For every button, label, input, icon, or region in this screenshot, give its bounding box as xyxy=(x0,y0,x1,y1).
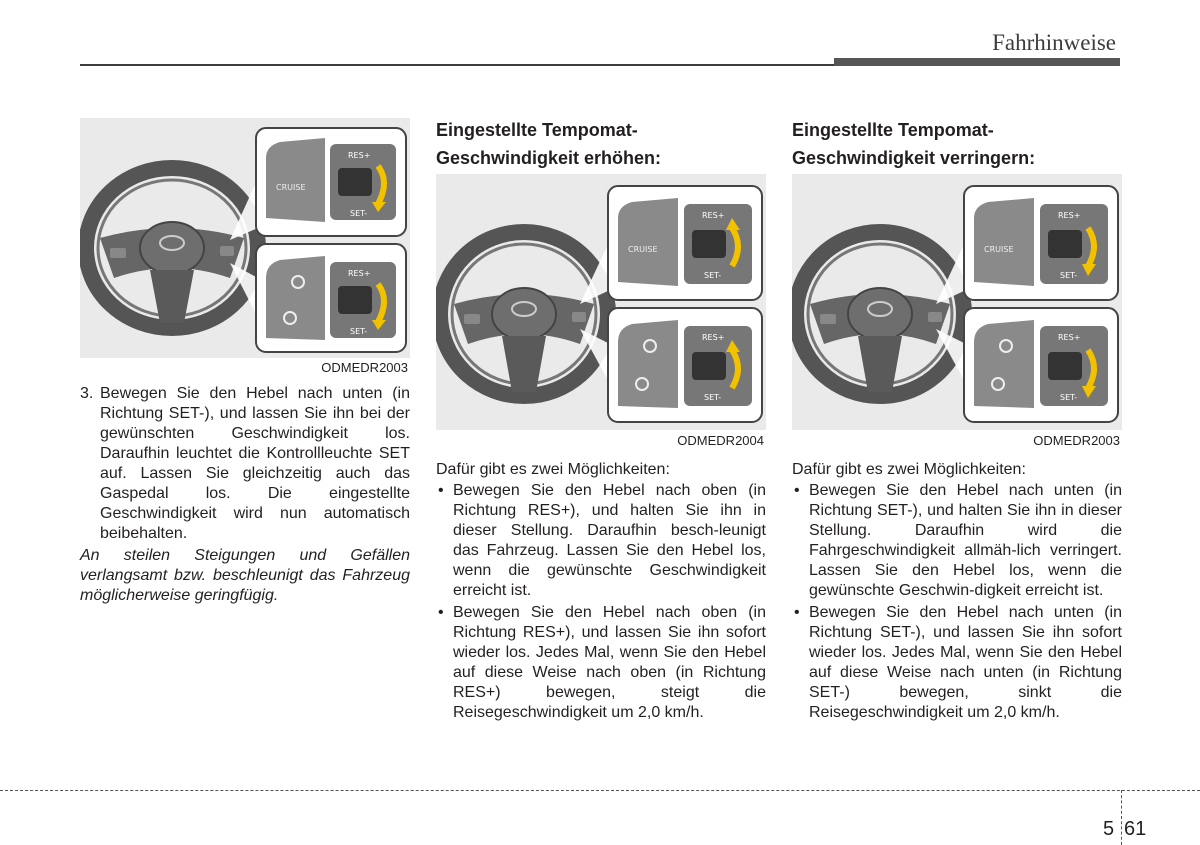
figure-code: ODMEDR2003 xyxy=(1033,433,1120,448)
heading-line-1: Eingestellte Tempomat- xyxy=(792,120,994,140)
page-number: 61 xyxy=(1124,818,1147,840)
figure-code: ODMEDR2004 xyxy=(677,433,764,448)
bullet-list xyxy=(792,481,1122,723)
cruise-switch-inset-bottom xyxy=(964,308,1118,422)
bullet-list xyxy=(436,481,766,723)
svg-text:CRUISE: CRUISE xyxy=(628,245,658,254)
list-item xyxy=(436,603,766,723)
column-3 xyxy=(792,116,1122,725)
instruction-steps xyxy=(80,384,410,606)
step-number: 3. xyxy=(80,385,94,402)
bullet-text: Bewegen Sie den Hebel nach unten (in Richtung SET-), und halten Sie ihn in dieser Stellung. Daraufhin wird die Fahrgeschwindigkeit allmäh-lich verringert. Lassen Sie den Hebel los, wenn die gewünschte Geschwin-digkeit erreicht ist. xyxy=(809,482,1122,599)
intro-text: Dafür gibt es zwei Möglichkeiten: xyxy=(792,461,1026,478)
svg-text:RES+: RES+ xyxy=(702,333,725,342)
bullet-text: Bewegen Sie den Hebel nach oben (in Richtung RES+), und halten Sie ihn in dieser Stellung. Daraufhin besch-leunigt das Fahrzeug. Lassen Sie den Hebel los, wenn die gewünschte Geschwindigkeit erreicht ist. xyxy=(453,482,766,599)
bullet-dot: • xyxy=(438,482,444,499)
cruise-switch-inset-top xyxy=(608,186,762,300)
svg-text:SET-: SET- xyxy=(350,327,368,336)
svg-text:RES+: RES+ xyxy=(1058,333,1081,342)
svg-text:SET-: SET- xyxy=(350,209,368,218)
list-item xyxy=(436,481,766,601)
cruise-switch-inset-bottom xyxy=(608,308,762,422)
bullet-dot: • xyxy=(794,482,800,499)
svg-text:SET-: SET- xyxy=(1060,271,1078,280)
chapter-number: 5 xyxy=(1103,818,1115,840)
steering-wheel-figure-set xyxy=(792,174,1122,448)
svg-text:RES+: RES+ xyxy=(348,151,371,160)
svg-text:SET-: SET- xyxy=(704,271,722,280)
figure-code: ODMEDR2003 xyxy=(321,360,408,375)
intro-text: Dafür gibt es zwei Möglichkeiten: xyxy=(436,461,670,478)
header-bar xyxy=(834,58,1120,66)
steering-wheel-illustration xyxy=(436,174,766,430)
column-1 xyxy=(80,118,410,606)
step-text: Bewegen Sie den Hebel nach unten (in Richtung SET-), und lassen Sie ihn bei der gewünschten Geschwindigkeit los. Daraufhin leuchtet die Kontrollleuchte SET auf. Lassen Sie gleichzeitig auch das Gaspedal los. Die eingestellte Geschwindigkeit wird nun automatisch beibehalten. xyxy=(100,385,410,542)
instruction-step xyxy=(80,384,410,544)
cruise-switch-inset-top xyxy=(964,186,1118,300)
footer-rule xyxy=(0,790,1200,791)
heading-line-1: Eingestellte Tempomat- xyxy=(436,120,638,140)
cruise-switch-inset-bottom xyxy=(256,244,406,352)
page-header-title: Fahrhinweise xyxy=(992,30,1116,55)
list-item xyxy=(792,603,1122,723)
bullet-dot: • xyxy=(794,604,800,621)
svg-text:RES+: RES+ xyxy=(348,269,371,278)
footer-divider xyxy=(1121,790,1122,845)
svg-text:SET-: SET- xyxy=(704,393,722,402)
svg-text:CRUISE: CRUISE xyxy=(984,245,1014,254)
steering-wheel-illustration xyxy=(792,174,1122,430)
italic-note: An steilen Steigungen und Gefällen verlangsamt bzw. beschleunigt das Fahrzeug möglicherweise geringfügig. xyxy=(80,547,410,604)
steering-wheel-illustration xyxy=(80,118,410,358)
svg-text:CRUISE: CRUISE xyxy=(276,183,306,192)
svg-text:SET-: SET- xyxy=(1060,393,1078,402)
column-2 xyxy=(436,116,766,725)
bullet-text: Bewegen Sie den Hebel nach oben (in Richtung RES+), und lassen Sie ihn sofort wieder los. Jedes Mal, wenn Sie den Hebel auf diese Weise nach oben (in Richtung RES+) bewegen, steigt die Reisegeschwindigkeit um 2,0 km/h. xyxy=(453,604,766,721)
heading-line-2: Geschwindigkeit verringern: xyxy=(792,148,1036,168)
svg-text:RES+: RES+ xyxy=(1058,211,1081,220)
steering-wheel-figure-set xyxy=(80,118,410,375)
header-rule xyxy=(80,64,834,66)
section-heading-increase xyxy=(436,116,766,172)
list-item xyxy=(792,481,1122,601)
section-heading-decrease xyxy=(792,116,1122,172)
svg-text:RES+: RES+ xyxy=(702,211,725,220)
steering-wheel-figure-res xyxy=(436,174,766,448)
bullet-dot: • xyxy=(438,604,444,621)
heading-line-2: Geschwindigkeit erhöhen: xyxy=(436,148,662,168)
cruise-switch-inset-top xyxy=(256,128,406,236)
bullet-text: Bewegen Sie den Hebel nach unten (in Richtung SET-), und lassen Sie ihn sofort wieder los. Jedes Mal, wenn Sie den Hebel auf diese Weise nach unten (in Richtung SET-) bewegen, sinkt die Reisegeschwindigkeit um 2,0 km/h. xyxy=(809,604,1122,721)
